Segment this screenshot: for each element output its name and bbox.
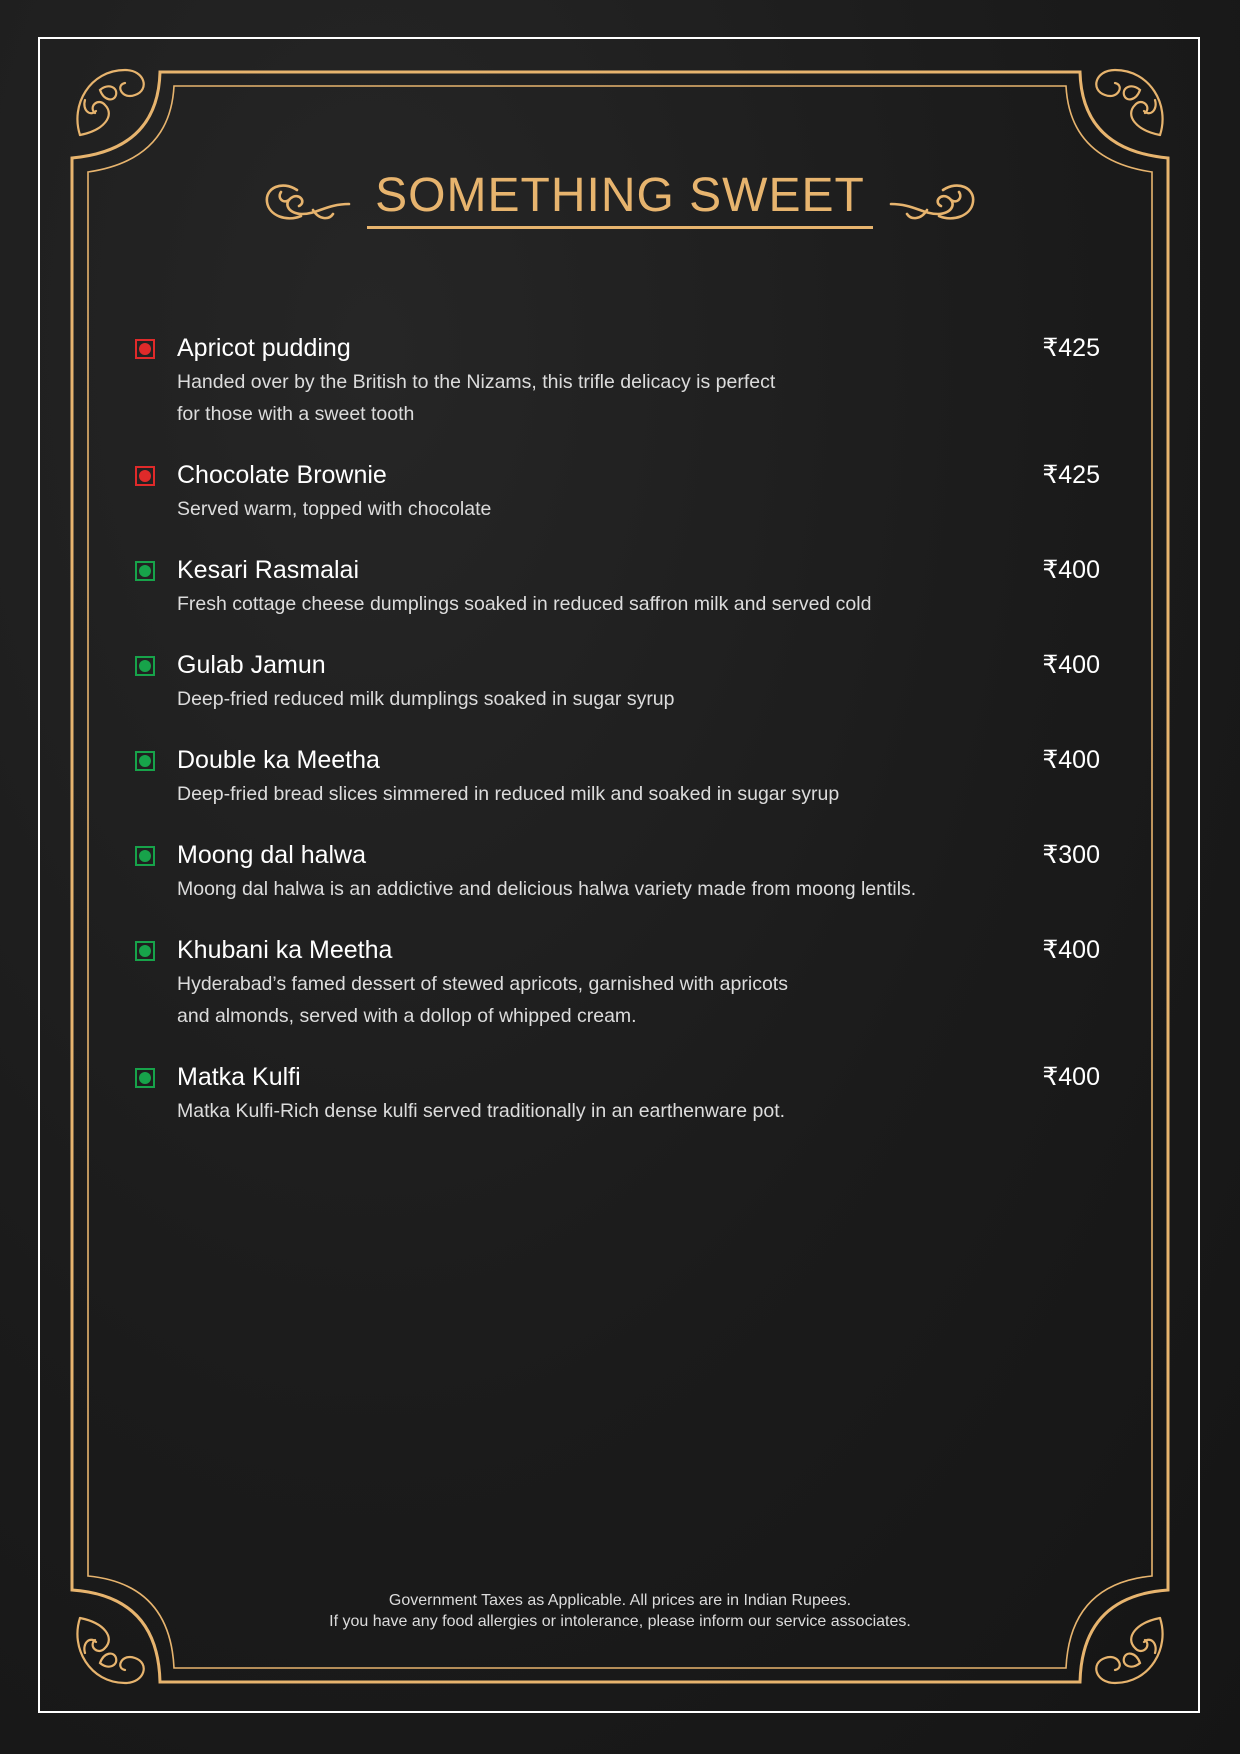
veg-indicator-icon — [135, 561, 155, 581]
item-name: Double ka Meetha — [177, 746, 380, 774]
menu-item — [134, 932, 1100, 1032]
veg-indicator-icon — [135, 1068, 155, 1088]
item-price: ₹400 — [1042, 936, 1100, 964]
item-description: Fresh cottage cheese dumplings soaked in reduced saffron milk and served cold — [177, 593, 872, 615]
veg-indicator-icon — [135, 846, 155, 866]
item-description: Handed over by the British to the Nizams, this trifle delicacy is perfect for those with a sweet tooth — [177, 371, 776, 425]
item-description: Hyderabad’s famed dessert of stewed apricots, garnished with apricots and almonds, served with a dollop of whipped cream. — [177, 973, 788, 1027]
footer-tax-note: Government Taxes as Applicable. All prices are in Indian Rupees. — [388, 1592, 852, 1609]
menu-item — [134, 552, 1100, 620]
item-price: ₹400 — [1042, 746, 1100, 774]
item-price: ₹425 — [1042, 461, 1100, 489]
item-description: Deep-fried bread slices simmered in reduced milk and soaked in sugar syrup — [177, 783, 840, 805]
page-title: SOMETHING SWEET — [367, 171, 873, 228]
item-name: Chocolate Brownie — [177, 461, 387, 489]
veg-indicator-icon — [135, 941, 155, 961]
menu-item — [134, 330, 1100, 430]
left-flourish-icon — [257, 170, 353, 230]
item-price: ₹400 — [1042, 556, 1100, 584]
non-veg-indicator-icon — [135, 339, 155, 359]
item-description: Matka Kulfi-Rich dense kulfi served traditionally in an earthenware pot. — [177, 1100, 786, 1122]
item-description: Deep-fried reduced milk dumplings soaked in sugar syrup — [177, 688, 675, 710]
item-name: Apricot pudding — [177, 334, 351, 362]
menu-item — [134, 457, 1100, 525]
menu-item — [134, 837, 1100, 905]
item-name: Kesari Rasmalai — [177, 556, 360, 584]
item-description: Served warm, topped with chocolate — [177, 498, 492, 520]
non-veg-indicator-icon — [135, 466, 155, 486]
item-name: Khubani ka Meetha — [177, 936, 393, 964]
item-price: ₹400 — [1042, 1063, 1100, 1091]
menu-item — [134, 647, 1100, 715]
title-row — [0, 160, 1240, 240]
item-price: ₹425 — [1042, 334, 1100, 362]
item-price: ₹300 — [1042, 841, 1100, 869]
item-price: ₹400 — [1042, 651, 1100, 679]
menu-item — [134, 742, 1100, 810]
footer-note — [0, 1590, 1240, 1632]
veg-indicator-icon — [135, 751, 155, 771]
item-name: Moong dal halwa — [177, 841, 367, 869]
item-description: Moong dal halwa is an addictive and delicious halwa variety made from moong lentils. — [177, 878, 917, 900]
menu-item — [134, 1059, 1100, 1127]
right-flourish-icon — [887, 170, 983, 230]
veg-indicator-icon — [135, 656, 155, 676]
item-name: Gulab Jamun — [177, 651, 326, 679]
item-name: Matka Kulfi — [177, 1063, 301, 1091]
menu-item-list — [134, 330, 1100, 1154]
footer-allergy-note: If you have any food allergies or intolerance, please inform our service associates. — [329, 1613, 911, 1630]
